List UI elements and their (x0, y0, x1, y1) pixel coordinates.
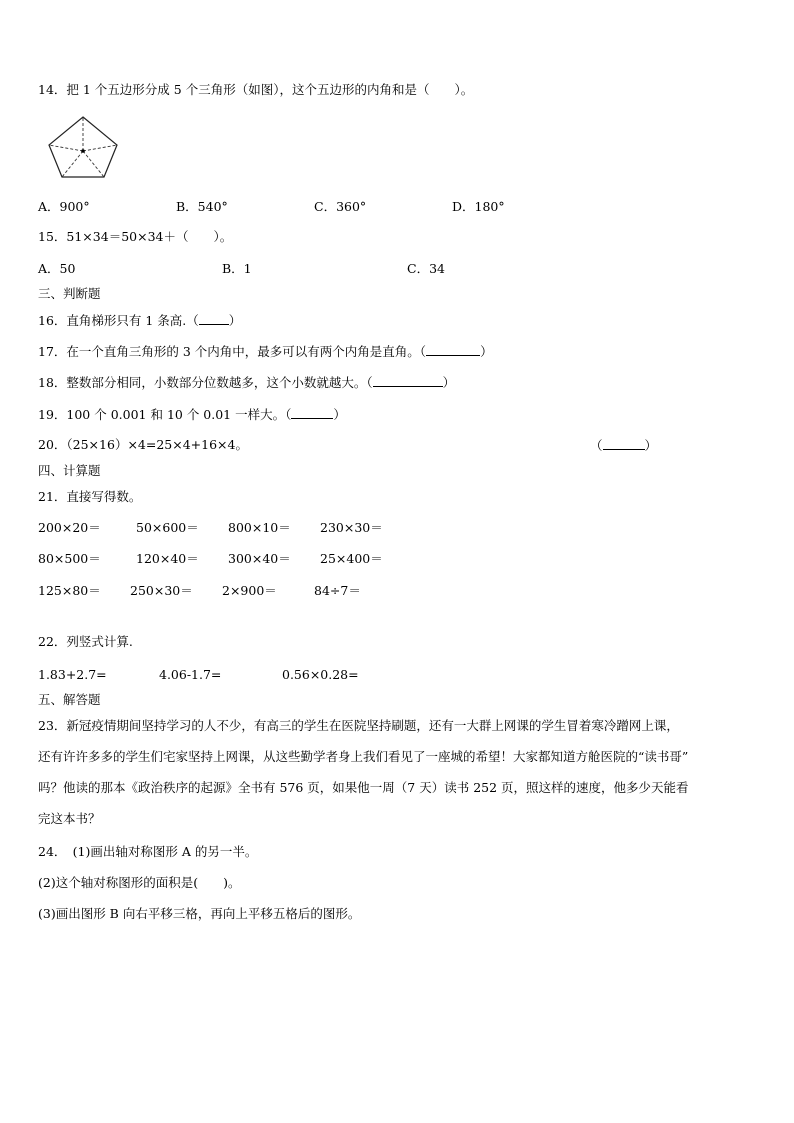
q17-close: ） (480, 344, 493, 359)
section-5-heading: 五、解答题 (38, 692, 101, 707)
q22-item: 4.06-1.7= (159, 667, 222, 682)
q15-option-a: A．50 (38, 261, 76, 276)
q17-text: 17．在一个直角三角形的 3 个内角中，最多可以有两个内角是直角。（ (38, 344, 427, 359)
q22-item: 0.56×0.28= (282, 667, 359, 682)
pentagon-figure (46, 115, 120, 179)
q21-item: 800×10＝ (228, 520, 291, 535)
q16-close: ） (228, 313, 242, 328)
question-19 (38, 406, 346, 423)
q18-text: 18．整数部分相同，小数部分位数越多，这个小数就越大。（ (38, 375, 373, 390)
question-22-title: 22．列竖式计算. (38, 634, 133, 649)
q21-item: 230×30＝ (320, 520, 383, 535)
q14-option-b: B．540° (176, 199, 228, 214)
q15-option-b: B．1 (222, 261, 252, 276)
q21-item: 25×400＝ (320, 551, 383, 566)
q19-answer-blank[interactable] (291, 406, 333, 419)
q16-text: 16．直角梯形只有 1 条高.（ (38, 313, 199, 328)
q14-option-d: D．180° (452, 199, 505, 214)
q20-answer (590, 437, 657, 454)
q14-option-c: C．360° (314, 199, 367, 214)
q16-answer-blank[interactable] (199, 312, 229, 325)
q21-item: 80×500＝ (38, 551, 101, 566)
question-23-line: 吗？他读的那本《政治秩序的起源》全书有 576 页，如果他一周（7 天）读书 252 页，照这样的速度，他多少天能看 (38, 780, 689, 795)
q21-item: 200×20＝ (38, 520, 101, 535)
question-17 (38, 343, 493, 360)
q21-item: 120×40＝ (136, 551, 199, 566)
question-16 (38, 312, 241, 329)
question-21-title: 21．直接写得数。 (38, 489, 142, 504)
q21-item: 50×600＝ (136, 520, 199, 535)
q21-item: 300×40＝ (228, 551, 291, 566)
q14-option-a: A．900° (38, 199, 90, 214)
question-14: 14．把 1 个五边形分成 5 个三角形（如图），这个五边形的内角和是（ ）。 (38, 82, 474, 97)
q21-item: 125×80＝ (38, 583, 101, 598)
question-24-part-1: 24． (1)画出轴对称图形 A 的另一半。 (38, 844, 258, 859)
question-23-line: 23．新冠疫情期间坚持学习的人不少，有高三的学生在医院坚持刷题，还有一大群上网课的学生冒着寒冷蹭网上课， (38, 718, 679, 733)
q18-close: ） (442, 375, 456, 390)
q20-close: ） (644, 438, 658, 453)
q17-answer-blank[interactable] (426, 343, 480, 356)
q22-item: 1.83+2.7= (38, 667, 107, 682)
section-3-heading: 三、判断题 (38, 286, 101, 301)
question-18 (38, 374, 455, 391)
section-4-heading: 四、计算题 (38, 463, 101, 478)
question-24-part-3: (3)画出图形 B 向右平移三格，再向上平移五格后的图形。 (38, 906, 361, 921)
question-15: 15．51×34＝50×34＋（ ）。 (38, 229, 233, 244)
q21-item: 250×30＝ (130, 583, 193, 598)
question-23-line: 还有许许多多的学生们宅家坚持上网课，从这些勤学者身上我们看见了一座城的希望！大家都知道方舱医院的“读书哥” (38, 749, 689, 764)
q19-close: ） (333, 407, 346, 422)
q19-text: 19．100 个 0.001 和 10 个 0.01 一样大。（ (38, 407, 292, 422)
q15-option-c: C．34 (407, 261, 445, 276)
question-23-line: 完这本书？ (38, 811, 101, 826)
q20-open: （ (590, 438, 603, 453)
question-20: 20．（25×16）×4=25×4+16×4。 (38, 437, 248, 452)
question-24-part-2: (2)这个轴对称图形的面积是( )。 (38, 875, 241, 890)
q21-item: 84÷7＝ (314, 583, 361, 598)
q20-answer-blank[interactable] (603, 437, 645, 450)
q18-answer-blank[interactable] (373, 374, 443, 387)
q21-item: 2×900＝ (222, 583, 277, 598)
